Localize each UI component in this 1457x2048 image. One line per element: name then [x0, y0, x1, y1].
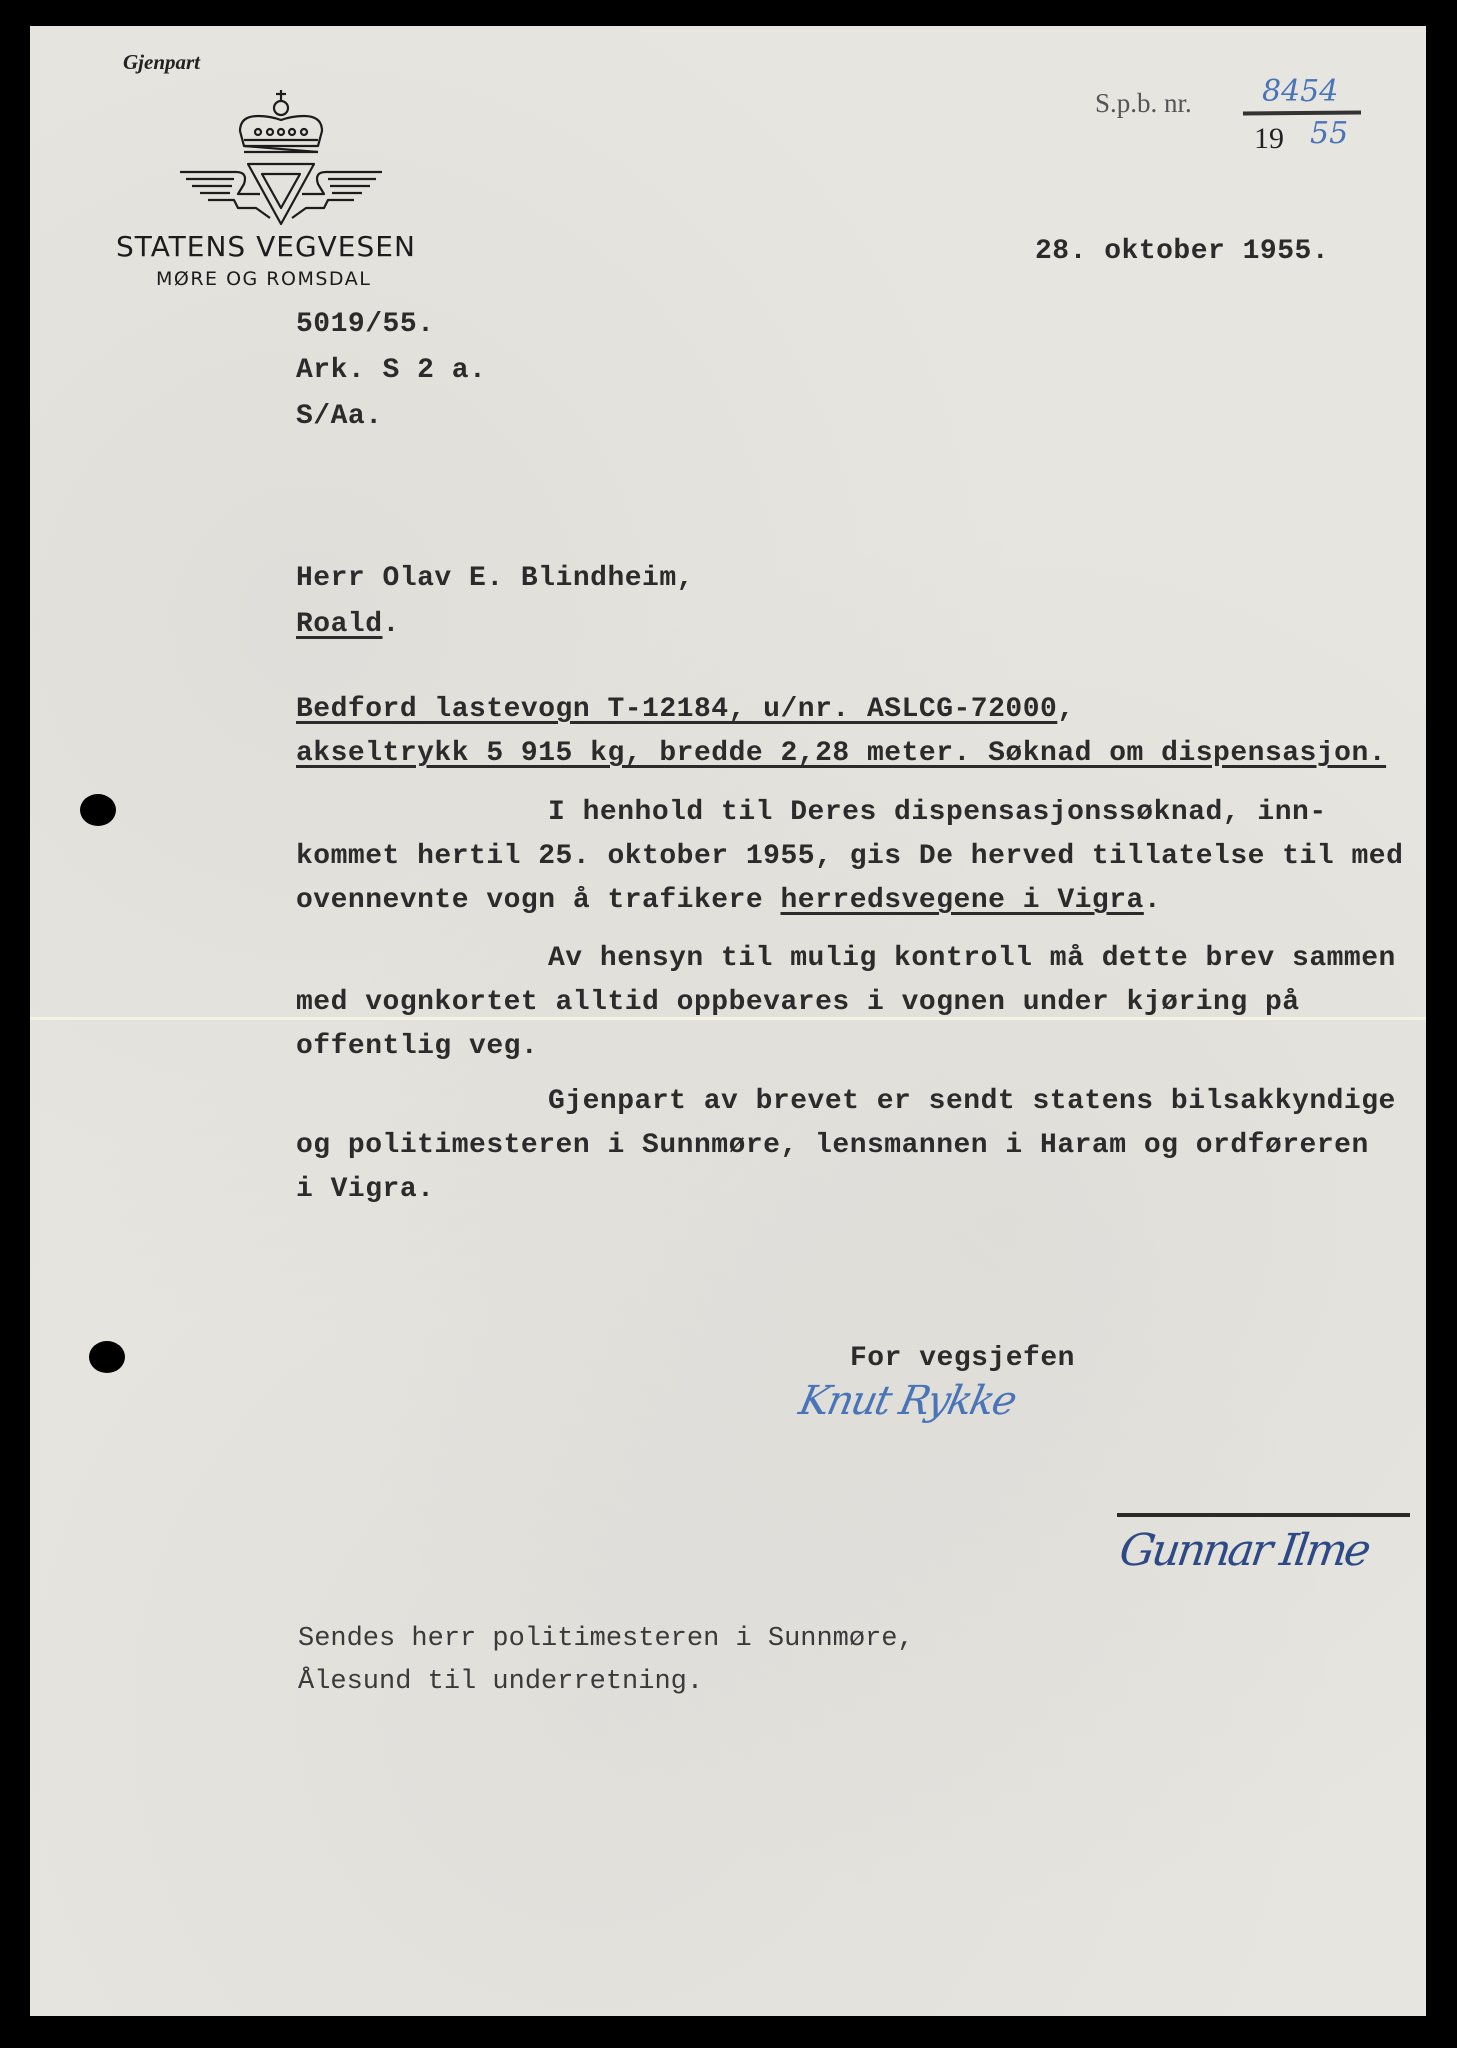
- subject-line-1: [296, 694, 1075, 725]
- subject-line-1-suffix: ,: [1057, 694, 1075, 725]
- distribution-note-line-1: Sendes herr politimesteren i Sunnmøre,: [298, 1624, 914, 1654]
- paragraph-2-line-2: med vognkortet alltid oppbevares i vognen under kjøring på: [296, 987, 1300, 1018]
- stamp-label: S.p.b. nr.: [1095, 88, 1192, 118]
- letter-date: 28. oktober 1955.: [1035, 236, 1330, 267]
- paragraph-1-tail: .: [1143, 885, 1162, 916]
- paragraph-1-underlined-roads: herredsvegene i Vigra: [780, 885, 1144, 916]
- signature-2: Gunnar Ilme: [1116, 1525, 1372, 1576]
- subject-line-2: akseltrykk 5 915 kg, bredde 2,28 meter. Søknad om dispensasjon.: [296, 738, 1387, 769]
- punch-hole-top: [80, 794, 116, 826]
- organization-name: STATENS VEGVESEN: [116, 230, 416, 263]
- archive-code: Ark. S 2 a.: [296, 355, 487, 386]
- paragraph-1-line-1: I henhold til Deres dispensasjonssøknad, inn-: [548, 797, 1327, 828]
- organization-region: MØRE OG ROMSDAL: [156, 268, 372, 290]
- paragraph-1-line-2: kommet hertil 25. oktober 1955, gis De herved tillatelse til med: [296, 841, 1404, 872]
- stamp-year-prefix: 19: [1254, 122, 1284, 155]
- paragraph-3-line-1: Gjenpart av brevet er sendt statens bilsakkyndige: [548, 1086, 1396, 1117]
- recipient-place-suffix: .: [382, 609, 400, 640]
- paragraph-1-line-3-text: ovennevnte vogn å trafikere: [296, 885, 781, 916]
- initials: S/Aa.: [296, 401, 383, 432]
- paragraph-3-line-3: i Vigra.: [296, 1174, 435, 1205]
- stamp-number-handwritten: 8454: [1262, 74, 1339, 109]
- signature-1: Knut Rykke: [795, 1378, 1020, 1424]
- recipient-place: Roald: [296, 609, 383, 640]
- subject-text-1: Bedford lastevogn T-12184, u/nr. ASLCG-72000: [296, 694, 1058, 725]
- paragraph-3-line-2: og politimesteren i Sunnmøre, lensmannen i Haram og ordføreren: [296, 1130, 1369, 1161]
- distribution-note-line-2: Ålesund til underretning.: [298, 1667, 704, 1697]
- copy-mark: Gjenpart: [123, 50, 201, 74]
- recipient-place-line: [296, 609, 400, 640]
- signature-label: For vegsjefen: [850, 1343, 1075, 1374]
- signature-rule: [1117, 1513, 1410, 1517]
- punch-hole-bottom: [89, 1341, 125, 1373]
- organization-logo-icon: [178, 86, 384, 228]
- paragraph-2-line-1: Av hensyn til mulig kontroll må dette brev sammen: [548, 943, 1396, 974]
- reference-number: 5019/55.: [296, 309, 435, 340]
- letter-paper: [30, 26, 1426, 2016]
- recipient-name: Herr Olav E. Blindheim,: [296, 563, 694, 594]
- paragraph-1-line-3: [296, 885, 1161, 916]
- paragraph-2-line-3: offentlig veg.: [296, 1031, 539, 1062]
- stamp-year-handwritten: 55: [1310, 116, 1349, 151]
